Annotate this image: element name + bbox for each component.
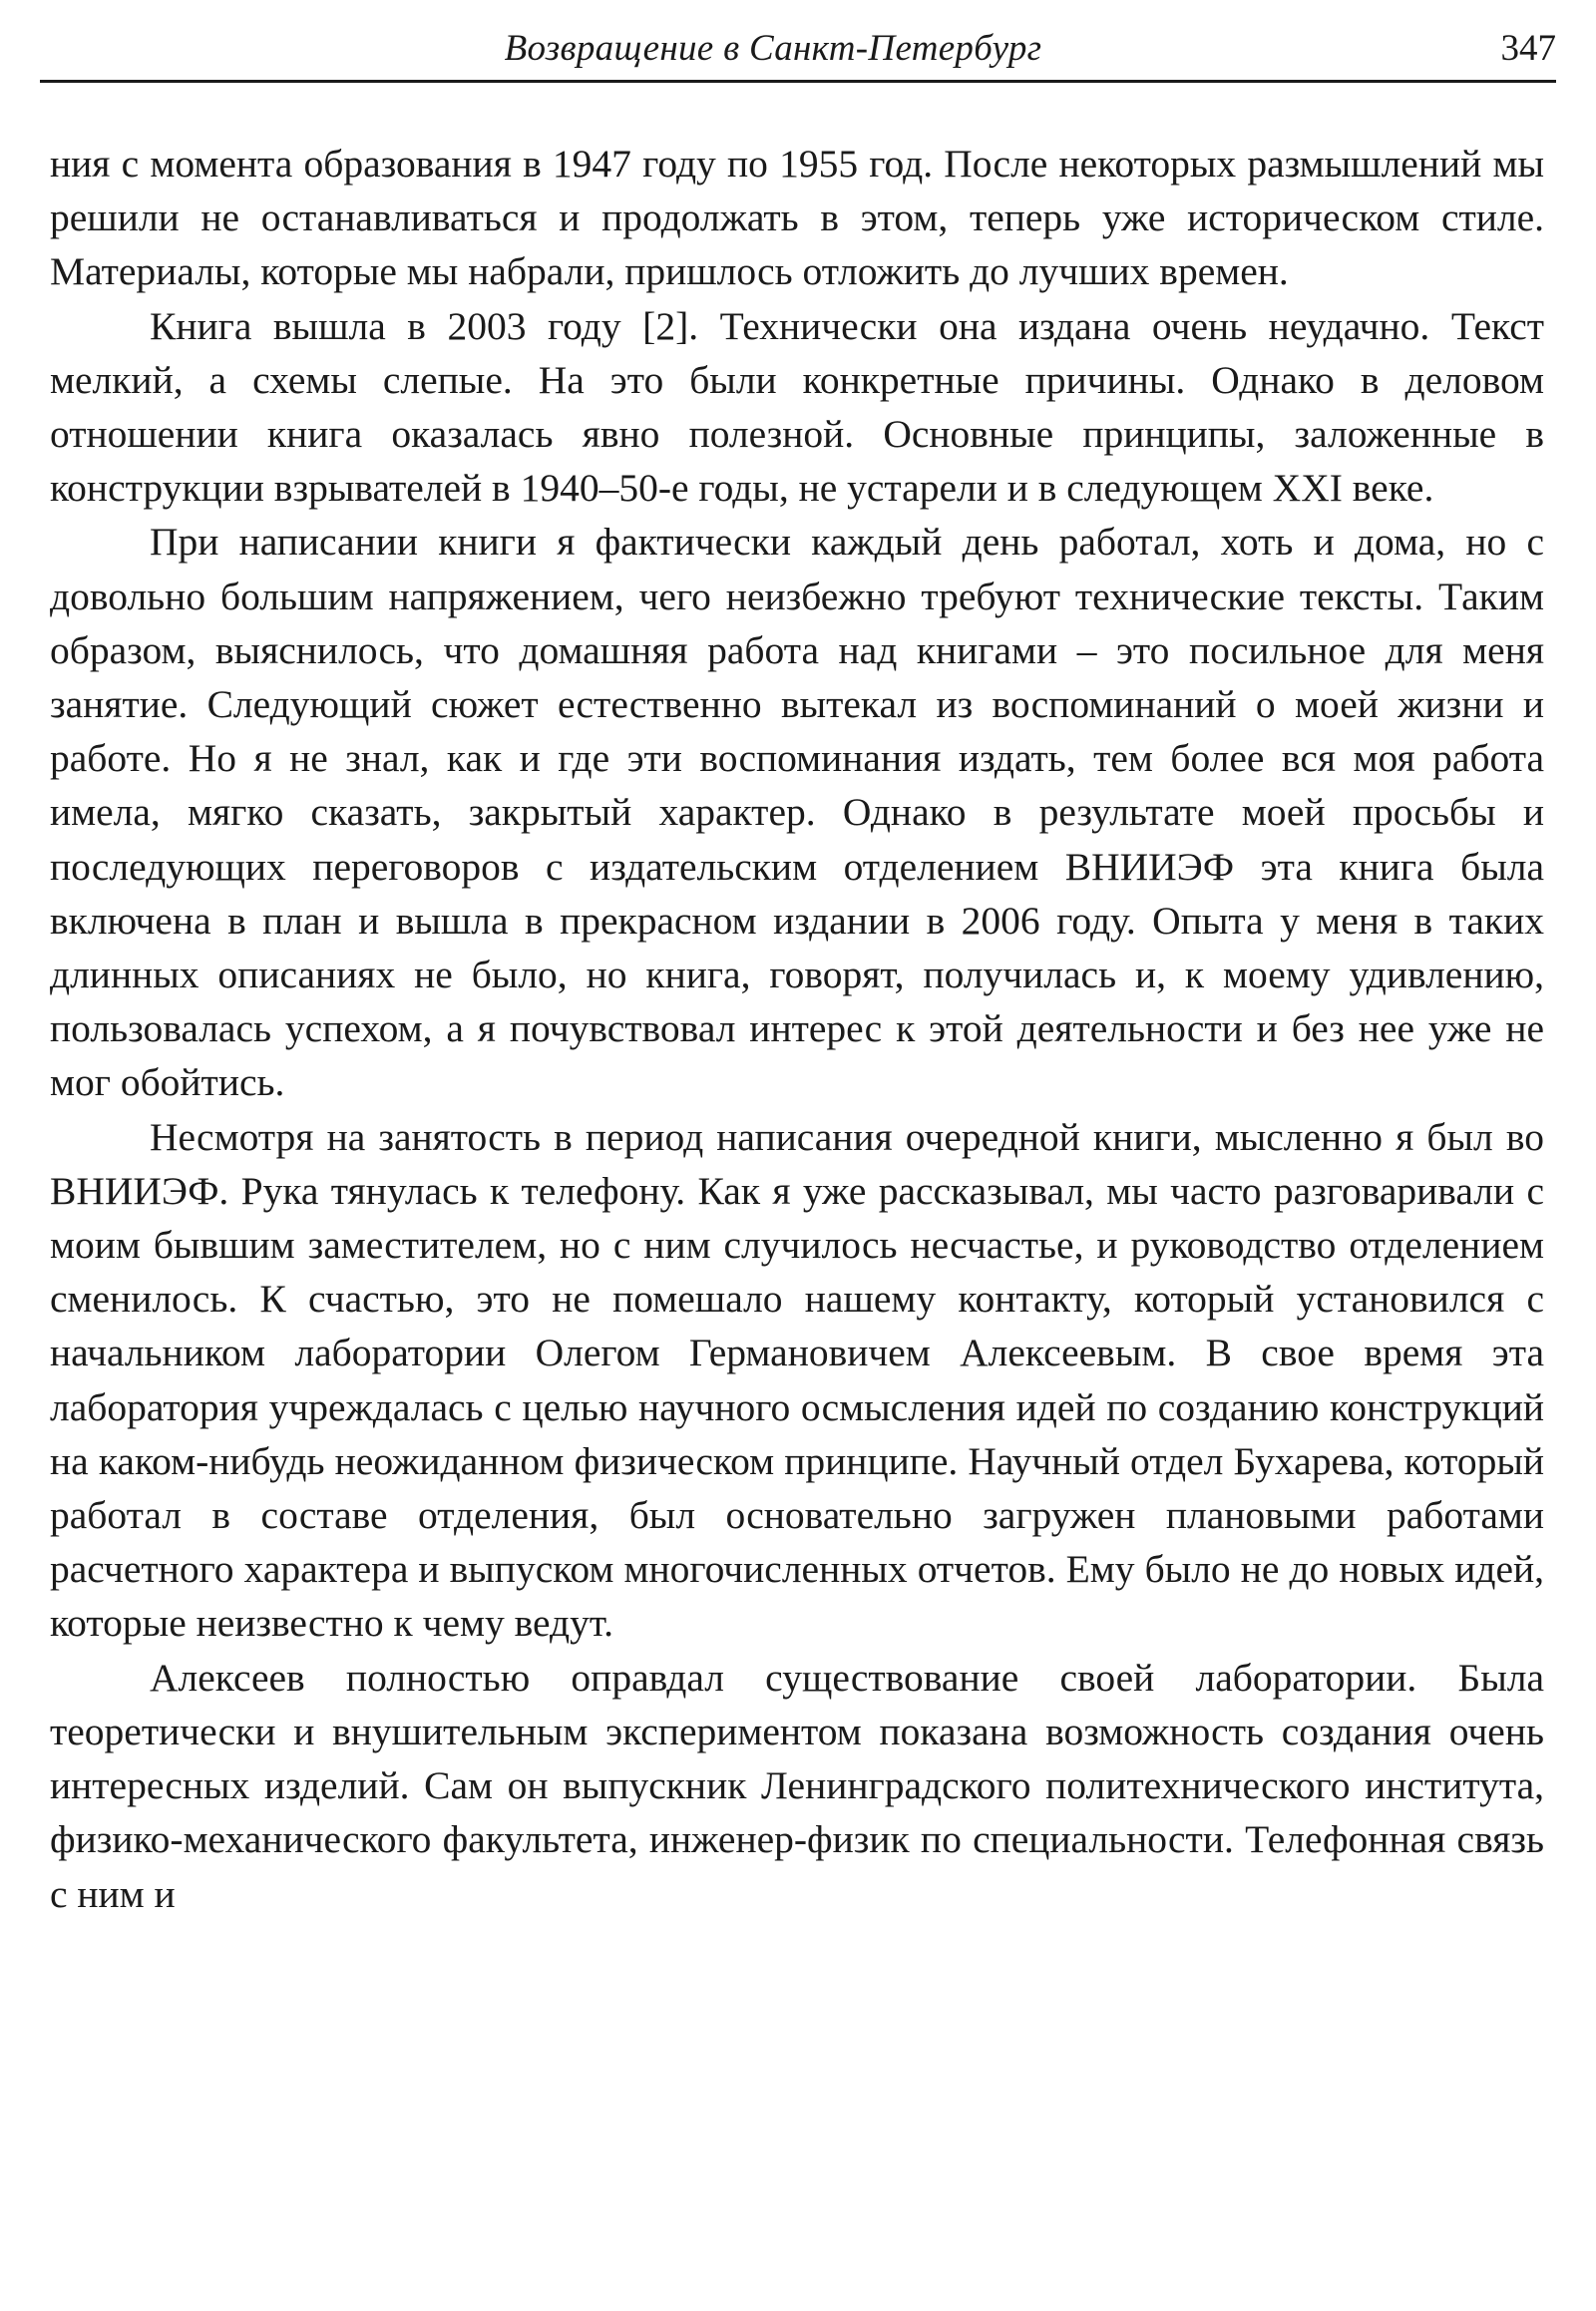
running-header	[40, 22, 1556, 76]
page-number: 347	[1500, 28, 1556, 69]
body-text	[50, 137, 1544, 1921]
paragraph: При написании книги я фактически каждый день работал, хоть и дома, но с довольно большим напряжением, чего неизбежно требуют технические тексты. Таким образом, выяснилось, что домашняя работа над книгами – это посильное для меня занятие. Следующий сюжет естественно вытекал из воспоминаний о моей жизни и работе. Но я не знал, как и где эти воспоминания издать, тем более вся моя работа имела, мягко сказать, закрытый характер. Однако в результате моей просьбы и последующих переговоров с издательским отделением ВНИИЭФ эта книга была включена в план и вышла в прекрасном издании в 2006 году. Опыта у меня в таких длинных описаниях не было, но книга, говорят, получилась и, к моему удивлению, пользовалась успехом, а я почувствовал интерес к этой деятельности и без нее уже не мог обойтись.	[50, 520, 1544, 1105]
paragraph: Книга вышла в 2003 году [2]. Технически она издана очень неудачно. Текст мелкий, а схемы слепые. На это были конкретные причины. Однако в деловом отношении книга оказалась явно полезной. Основные принципы, заложенные в конструкции взрывателей в 1940–50-е годы, не устарели и в следующем XXI веке.	[50, 303, 1544, 511]
header-divider	[40, 80, 1556, 83]
paragraph-continuation: ния с момента образования в 1947 году по 1955 год. После некоторых размышлений мы решили не останавливаться и продолжать в этом, теперь уже историческом стиле. Материалы, которые мы набрали, пришлось отложить до лучших времен.	[50, 142, 1544, 294]
paragraph: Несмотря на занятость в период написания очередной книги, мысленно я был во ВНИИЭФ. Рука тянулась к телефону. Как я уже рассказывал, мы часто разговаривали с моим бывшим заместителем, но с ним случилось несчастье, и руководство отделением сменилось. К счастью, это не помешало нашему контакту, который установился с начальником лаборатории Олегом Германовичем Алексеевым. В свое время эта лаборатория учреждалась с целью научного осмысления идей по созданию конструкций на каком-нибудь неожиданном физическом принципе. Научный отдел Бухарева, который работал в составе отделения, был основательно загружен плановыми работами расчетного характера и выпуском многочисленных отчетов. Ему было не до новых идей, которые неизвестно к чему ведут.	[50, 1114, 1544, 1646]
chapter-title: Возвращение в Санкт-Петербург	[504, 28, 1042, 69]
paragraph: Алексеев полностью оправдал существование своей лаборатории. Была теоретически и внушительным экспериментом показана возможность создания очень интересных изделий. Сам он выпускник Ленинградского политехнического института, физико-механического факультета, инженер-физик по специальности. Телефонная связь с ним и	[50, 1655, 1544, 1916]
